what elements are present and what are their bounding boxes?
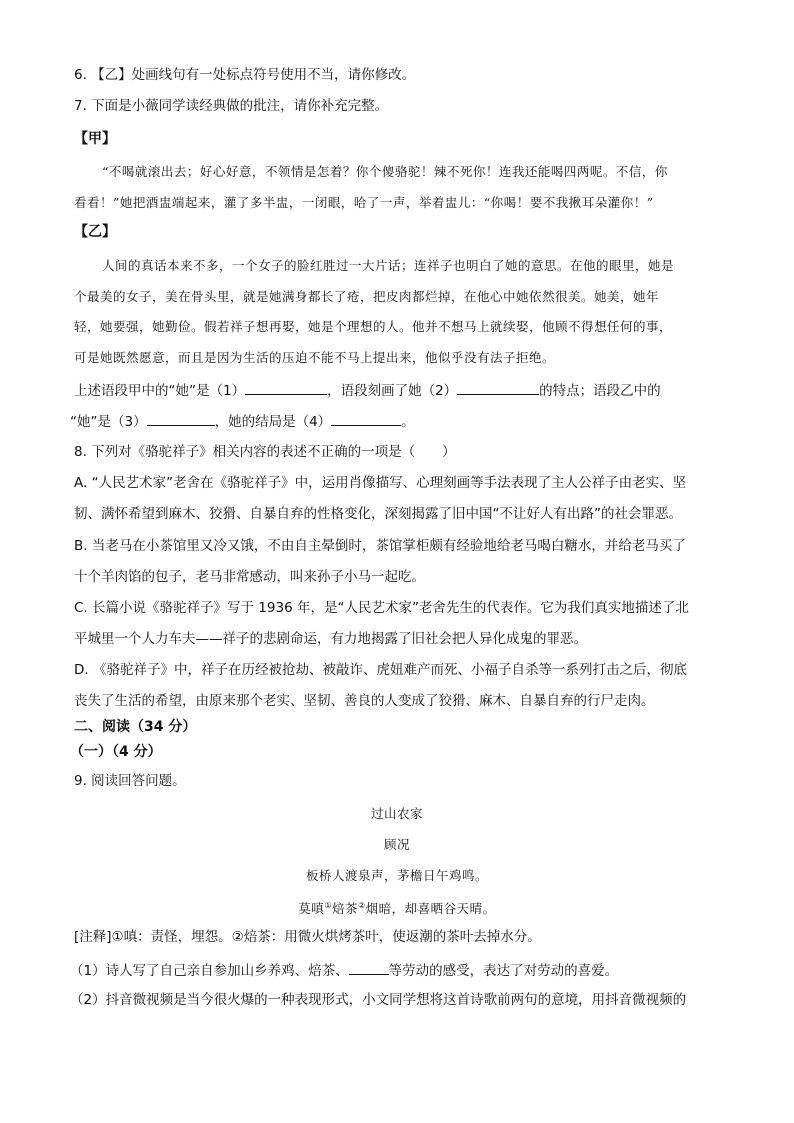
fill-text: 的特点；语段乙中的 bbox=[539, 383, 661, 399]
excerpt-yi-line: 个最美的女子，美在骨头里，就是她满身都长了疮，把皮肉都烂掉，在他心中她依然很美。她美，她年 bbox=[74, 289, 660, 304]
answer-blank-3[interactable] bbox=[147, 411, 215, 426]
question-9-2: （2）抖音微视频是当今很火爆的一种表现形式，小文同学想将这首诗歌前两句的意境，用抖音微视频的 bbox=[70, 992, 687, 1008]
excerpt-jia-line: 看看！”她把酒盅端起来，灌了多半盅，一闭眼，哈了一声，举着盅儿：“你喝！要不我揪耳朵灌你！” bbox=[74, 195, 654, 210]
footnote-marker-2: ② bbox=[358, 901, 366, 910]
footnote-marker-1: ① bbox=[324, 901, 332, 910]
option-a-line: A. “人民艺术家”老舍在《骆驼祥子》中，运用肖像描写、心理刻画等手法表现了主人公祥子由老实、坚 bbox=[74, 475, 687, 491]
question-9-1 bbox=[70, 960, 618, 980]
answer-blank-4[interactable] bbox=[331, 411, 401, 426]
option-a-line: 韧、满怀希望到麻木、狡猾、自暴自弃的性格变化，深刻揭露了旧中国“不让好人有出路”的社会罪恶。 bbox=[74, 506, 682, 522]
fill-in-line-2 bbox=[70, 411, 415, 431]
option-d-line: D. 《骆驼祥子》中，祥子在历经被抢劫、被敲诈、虎妞难产而死、小福子自杀等一系列打击之后，彻底 bbox=[74, 662, 687, 678]
poem-author: 顾况 bbox=[383, 837, 410, 852]
fill-text: 上述语段甲中的“她”是（1） bbox=[74, 383, 246, 399]
option-c-line: 平城里一个人力车夫——祥子的悲剧命运，有力地揭露了旧社会把人异化成鬼的罪恶。 bbox=[74, 631, 587, 647]
answer-blank-2[interactable] bbox=[457, 380, 539, 395]
fill-in-line-1 bbox=[74, 380, 661, 400]
excerpt-jia-label: 【甲】 bbox=[74, 131, 116, 147]
poem-line-2 bbox=[0, 897, 794, 918]
poem-text: 烟暗，却喜晒谷天晴。 bbox=[365, 901, 496, 917]
fill-text: 。 bbox=[401, 414, 415, 430]
question-6: 6. 【乙】处画线句有一处标点符号使用不当，请你修改。 bbox=[74, 67, 416, 83]
option-b-line: 十个羊肉馅的包子，老马非常感动，叫来孙子小马一起吃。 bbox=[74, 569, 425, 585]
excerpt-yi-label: 【乙】 bbox=[74, 224, 116, 240]
fill-text: ，她的结局是（4） bbox=[214, 414, 332, 430]
question-7: 7. 下面是小薇同学读经典做的批注，请你补充完整。 bbox=[74, 98, 389, 114]
fill-text: ，语段刻画了她（2） bbox=[327, 383, 458, 399]
option-c-line: C. 长篇小说《骆驼祥子》写于 1936 年，是“人民艺术家”老舍先生的代表作。它为我们真实地描述了北 bbox=[74, 600, 689, 616]
answer-blank-5[interactable] bbox=[349, 960, 389, 975]
excerpt-yi-line: 人间的真话本来不多，一个女子的脸红胜过一大片话；连祥子也明白了她的意思。在他的眼里，她是 bbox=[102, 258, 675, 273]
excerpt-yi-line: 可是她既然愿意，而且是因为生活的压迫不能不马上提出来，他似乎没有法子拒绝。 bbox=[74, 350, 556, 365]
fill-text: “她”是（3） bbox=[70, 414, 147, 430]
poem-text: 莫嗔 bbox=[298, 901, 325, 917]
subsection-1-heading: （一）（4 分） bbox=[70, 744, 162, 760]
question-8: 8. 下列对《骆驼祥子》相关内容的表述不正确的一项是（ ） bbox=[74, 444, 456, 460]
poem-line-1: 板桥人渡泉声，茅檐日午鸡鸣。 bbox=[305, 868, 488, 883]
answer-blank-1[interactable] bbox=[245, 380, 327, 395]
excerpt-yi-line: 轻，她要强，她勤俭。假若祥子想再娶，她是个理想的人。他并不想马上就续娶，他顾不得想任何的事， bbox=[74, 319, 673, 334]
poem-title: 过山农家 bbox=[370, 806, 423, 821]
option-d-line: 丧失了生活的希望，由原来那个老实、坚韧、善良的人变成了狡猾、麻木、自暴自弃的行尸走肉。 bbox=[74, 693, 655, 709]
option-b-line: B. 当老马在小茶馆里又冷又饿，不由自主晕倒时，茶馆掌柜颇有经验地给老马喝白糖水，并给老马买了 bbox=[74, 538, 686, 554]
question-text: 等劳动的感受，表达了对劳动的喜爱。 bbox=[388, 963, 619, 979]
question-text: （1）诗人写了自己亲自参加山乡养鸡、焙茶、 bbox=[70, 963, 349, 979]
poem-annotation: [注释]①嗔：责怪，埋怨。②焙茶：用微火烘烤茶叶，使返潮的茶叶去掉水分。 bbox=[74, 929, 541, 945]
question-9: 9. 阅读回答问题。 bbox=[74, 773, 186, 789]
poem-text: 焙茶 bbox=[331, 901, 358, 917]
excerpt-jia-line: “不喝就滚出去；好心好意，不领情是怎着？你个傻骆驼！辣不死你！连我还能喝四两呢。不信，你 bbox=[102, 164, 668, 179]
section-2-heading: 二、阅读（34 分） bbox=[74, 719, 197, 735]
